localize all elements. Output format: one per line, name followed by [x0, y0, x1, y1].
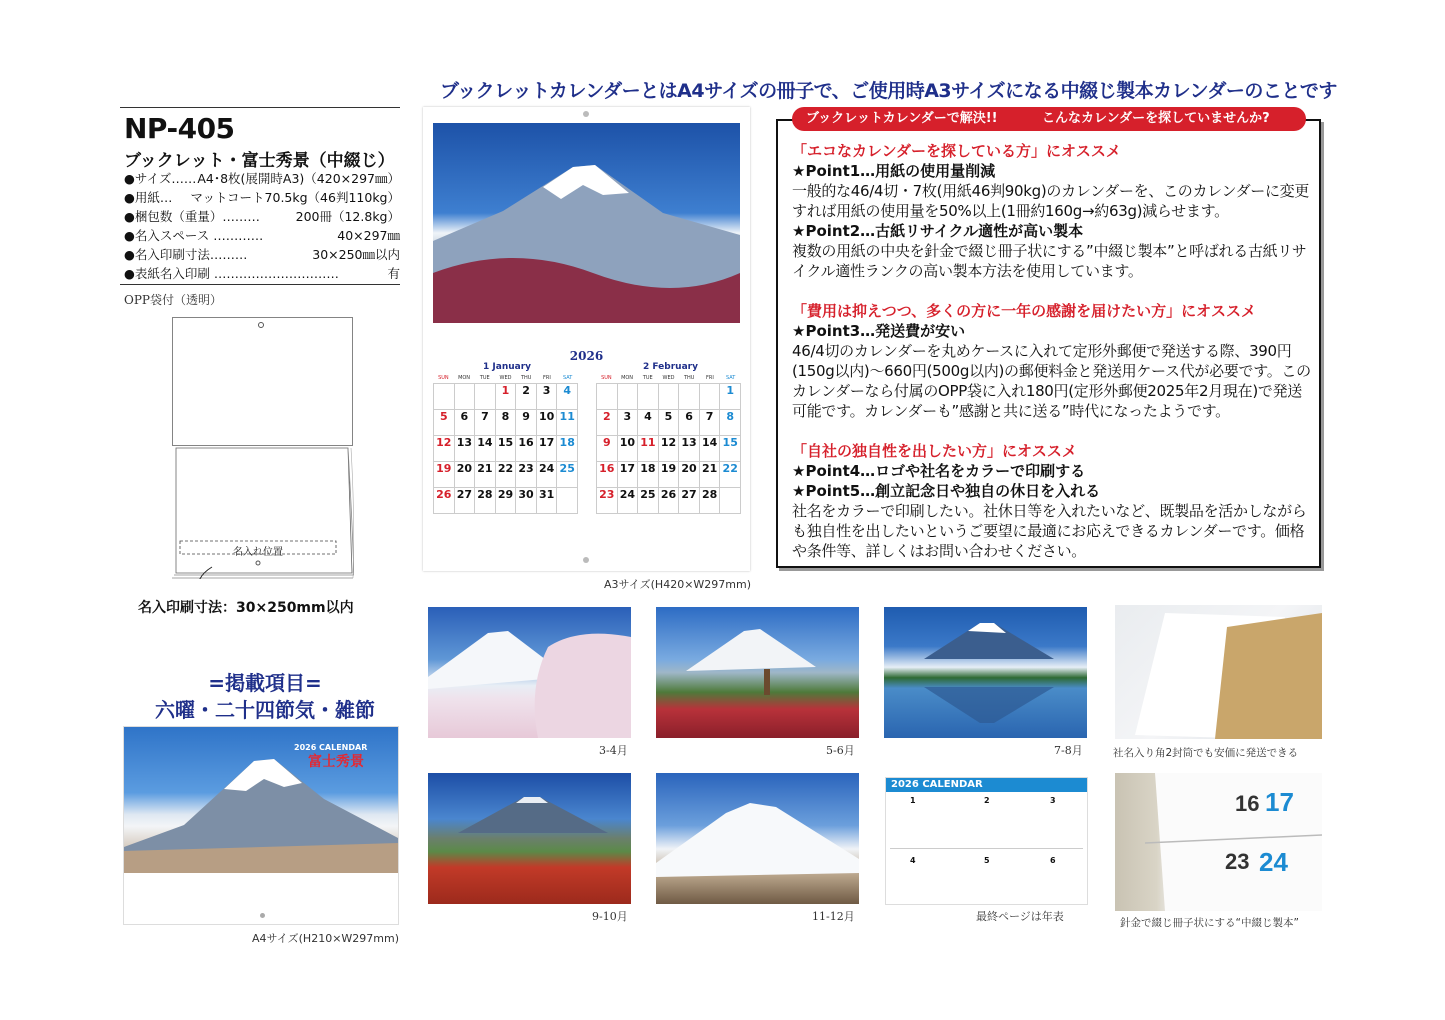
items-heading: =掲載項目=	[208, 671, 322, 695]
pill-left-text: ブックレットカレンダーで解決!!	[806, 111, 998, 126]
day-cell: 27	[455, 488, 476, 514]
photo-may-jun	[656, 607, 859, 738]
items-block	[120, 670, 410, 724]
weekday-label: SAT	[725, 375, 736, 381]
month-grid-jan	[433, 375, 578, 514]
weekday-label: THU	[520, 375, 532, 381]
day-cell: 20	[455, 462, 476, 488]
spec-value: 200冊（12.8kg）	[295, 209, 400, 224]
photo-nov-dec	[656, 773, 859, 904]
day-cell: 25	[557, 462, 578, 488]
day-cell: 2	[597, 410, 618, 436]
mini-month-grids	[886, 778, 1088, 905]
day-cell	[475, 384, 496, 410]
point-title: ★Point1…用紙の使用量削減	[792, 162, 996, 180]
spec-row-packing	[124, 207, 400, 226]
day-cell: 9	[597, 436, 618, 462]
day-cell: 29	[496, 488, 517, 514]
year-calendar-thumbnail	[885, 777, 1088, 905]
mini-month-number: 1	[910, 796, 916, 805]
day-cell: 22	[496, 462, 517, 488]
spec-row-name-space	[124, 226, 400, 245]
product-model: NP-405	[124, 112, 235, 145]
caption-jul-aug: 7-8月	[1054, 744, 1083, 757]
day-cell: 14	[475, 436, 496, 462]
weekday-label: SUN	[601, 375, 612, 381]
caption-mar-apr: 3-4月	[599, 744, 628, 757]
day-cell	[720, 488, 741, 514]
page-headline: ブックレットカレンダーとはA4サイズの冊子で、ご使用時A3サイズになる中綴じ製本カレンダーのことです	[440, 80, 1337, 102]
a4-caption: A4サイズ(H210×W297mm)	[252, 932, 400, 945]
day-cell: 26	[659, 488, 680, 514]
day-cell	[557, 488, 578, 514]
spec-value: A4･8枚(展開時A3)（420×297㎜）	[197, 171, 400, 186]
weekday-label: TUE	[479, 375, 490, 381]
day-cell: 20	[679, 462, 700, 488]
day-cell: 13	[679, 436, 700, 462]
items-list: 六曜・二十四節気・雑節	[155, 698, 375, 722]
day-cell: 7	[700, 410, 721, 436]
weekday-label: MON	[458, 375, 471, 381]
day-cell: 17	[537, 436, 558, 462]
svg-text:23: 23	[1225, 849, 1250, 874]
mountain-illustration	[433, 123, 740, 323]
weekday-label: WED	[662, 375, 675, 381]
photo-sep-oct	[428, 773, 631, 904]
svg-text:17: 17	[1265, 787, 1294, 817]
mini-month-number: 3	[1050, 796, 1056, 805]
day-cell: 17	[618, 462, 639, 488]
solution-pill	[792, 107, 1306, 131]
year-calendar-header: 2026 CALENDAR	[886, 778, 1087, 792]
day-cell: 27	[679, 488, 700, 514]
day-cell: 11	[557, 410, 578, 436]
day-cell: 4	[638, 410, 659, 436]
spec-label: ●用紙…	[124, 190, 173, 205]
day-cell: 8	[720, 410, 741, 436]
photo-mar-apr	[428, 607, 631, 738]
divider	[120, 284, 400, 285]
day-cell: 16	[516, 436, 537, 462]
day-cell: 6	[679, 410, 700, 436]
day-cell: 13	[455, 436, 476, 462]
weekday-label: MON	[621, 375, 634, 381]
hole-dot	[583, 111, 589, 117]
svg-text:16: 16	[1235, 791, 1260, 816]
spec-label: ●名入印刷寸法………	[124, 247, 248, 262]
day-cell	[434, 384, 455, 410]
day-cell: 24	[618, 488, 639, 514]
section-heading: 「費用は抑えつつ、多くの方に一年の感謝を届けたい方」にオススメ	[792, 302, 1256, 320]
cover-title: 富士秀景	[308, 754, 364, 770]
day-cell: 19	[434, 462, 455, 488]
envelope-photo	[1115, 605, 1322, 739]
day-cell: 21	[475, 462, 496, 488]
day-grid	[596, 383, 741, 514]
envelope-caption: 社名入り角2封筒でも安価に発送できる	[1113, 747, 1299, 759]
day-cell: 2	[516, 384, 537, 410]
weekday-label: FRI	[543, 375, 551, 381]
point-title: ★Point2…古紙リサイクル適性が高い製本	[792, 222, 1084, 240]
a3-caption: A3サイズ(H420×W297mm)	[604, 578, 752, 591]
day-cell: 31	[537, 488, 558, 514]
svg-text:24: 24	[1259, 847, 1288, 877]
day-cell: 22	[720, 462, 741, 488]
day-cell: 4	[557, 384, 578, 410]
hole-dot	[583, 557, 589, 563]
spec-label: ●名入スペース …………	[124, 228, 264, 243]
day-cell	[618, 384, 639, 410]
day-cell: 1	[720, 384, 741, 410]
spec-label: ●サイズ……	[124, 171, 197, 186]
weekday-label: SAT	[562, 375, 573, 381]
section-originality	[792, 441, 1312, 561]
mini-month-number: 2	[984, 796, 990, 805]
day-cell: 3	[537, 384, 558, 410]
day-cell: 25	[638, 488, 659, 514]
weekday-label: THU	[683, 375, 695, 381]
weekday-label: SUN	[438, 375, 449, 381]
day-cell: 5	[659, 410, 680, 436]
spec-row-cover-print	[124, 264, 400, 283]
day-cell	[638, 384, 659, 410]
point-text: 46/4切のカレンダーを丸めケースに入れて定形外郵便で発送する際、390円(150g以内)〜660円(500g以内)の郵便料金と発送用ケース代が必要です。このカレンダーなら付属のOPP袋に入れ180円(定形外郵便2025年2月現在)で発送可能です。カレンダーも”感謝と共に送る”時代になったようです。	[792, 342, 1311, 420]
spec-row-size	[124, 169, 400, 188]
weekday-header	[433, 375, 578, 383]
hole-dot	[260, 913, 265, 918]
spec-label: ●梱包数（重量）………	[124, 209, 260, 224]
day-cell: 8	[496, 410, 517, 436]
day-cell: 23	[597, 488, 618, 514]
day-cell: 10	[537, 410, 558, 436]
weekday-label: WED	[499, 375, 512, 381]
day-cell: 18	[557, 436, 578, 462]
day-cell: 3	[618, 410, 639, 436]
section-heading: 「自社の独自性を出したい方」にオススメ	[792, 442, 1077, 460]
day-cell: 12	[434, 436, 455, 462]
spec-row-paper	[124, 188, 400, 207]
mini-month-number: 6	[1050, 856, 1056, 865]
spec-row-print-size	[124, 245, 400, 264]
spec-value: 30×250㎜以内	[312, 247, 400, 262]
a3-photo	[433, 123, 740, 323]
month-label-jan: 1 January	[483, 362, 532, 372]
day-cell: 15	[720, 436, 741, 462]
day-cell: 21	[700, 462, 721, 488]
wall-calendar-drawing	[172, 317, 354, 579]
spec-value: マットコート70.5kg（46判110kg）	[190, 190, 400, 205]
day-cell: 14	[700, 436, 721, 462]
day-cell: 15	[496, 436, 517, 462]
product-name: ブックレット・富士秀景（中綴じ）	[124, 151, 395, 171]
point-text: 社名をカラーで印刷したい。社休日等を入れたいなど、既製品を活かしながらも独自性を出したいというご要望に最適にお応えできるカレンダーです。価格や条件等、詳しくはお問い合わせください。	[792, 502, 1307, 560]
caption-sep-oct: 9-10月	[592, 910, 628, 923]
day-cell: 24	[537, 462, 558, 488]
info-box	[776, 119, 1321, 568]
cover-calendar-label: 2026 CALENDAR	[294, 743, 368, 752]
binding-caption: 針金で綴じ冊子状にする“中綴じ製本”	[1120, 917, 1299, 929]
a4-cover-image	[123, 726, 399, 925]
point-text: 一般的な46/4切・7枚(用紙46判90kg)のカレンダーを、このカレンダーに変更すれば用紙の使用量を50%以上(1冊約160g→約63g)減らせます。	[792, 182, 1310, 220]
day-cell: 19	[659, 462, 680, 488]
spec-list	[124, 169, 400, 283]
day-cell: 12	[659, 436, 680, 462]
name-print-note: 名入印刷寸法：30×250mm以内	[138, 600, 354, 616]
year-calendar-caption: 最終ページは年表	[976, 910, 1064, 923]
day-cell: 11	[638, 436, 659, 462]
section-heading: 「エコなカレンダーを探している方」にオススメ	[792, 142, 1121, 160]
day-cell: 28	[475, 488, 496, 514]
mini-month-number: 4	[910, 856, 916, 865]
mini-month-number: 5	[984, 856, 990, 865]
photo-jul-aug	[884, 607, 1087, 738]
day-cell	[597, 384, 618, 410]
month-grid-feb	[596, 375, 741, 514]
weekday-label: TUE	[642, 375, 653, 381]
day-cell	[679, 384, 700, 410]
point-text: 複数の用紙の中央を針金で綴じ冊子状にする”中綴じ製本”と呼ばれる古紙リサイクル適性ランクの高い製本方法を使用しています。	[792, 242, 1307, 280]
day-grid	[433, 383, 578, 514]
divider	[120, 107, 400, 108]
spec-value: 40×297㎜	[337, 228, 400, 243]
caption-nov-dec: 11-12月	[812, 910, 855, 923]
a3-year: 2026	[569, 349, 604, 363]
month-label-feb: 2 February	[643, 362, 698, 372]
a3-calendar-page	[423, 107, 750, 571]
binding-photo	[1115, 773, 1322, 911]
day-cell: 10	[618, 436, 639, 462]
day-cell: 23	[516, 462, 537, 488]
weekday-label: FRI	[706, 375, 714, 381]
weekday-header	[596, 375, 741, 383]
spec-label: ●表紙名入印刷 …………………………	[124, 266, 339, 281]
point-title: ★Point5…創立記念日や独自の休日を入れる	[792, 482, 1101, 500]
day-cell: 18	[638, 462, 659, 488]
day-cell: 16	[597, 462, 618, 488]
day-cell	[700, 384, 721, 410]
day-cell: 7	[475, 410, 496, 436]
pill-right-text: こんなカレンダーを探していませんか?	[1042, 111, 1270, 126]
section-eco	[792, 141, 1312, 281]
day-cell	[455, 384, 476, 410]
opp-note: OPP袋付（透明）	[124, 293, 222, 307]
point-title: ★Point4…ロゴや社名をカラーで印刷する	[792, 462, 1086, 480]
day-cell: 26	[434, 488, 455, 514]
day-cell: 6	[455, 410, 476, 436]
day-cell: 1	[496, 384, 517, 410]
day-cell: 9	[516, 410, 537, 436]
day-cell	[659, 384, 680, 410]
day-cell: 30	[516, 488, 537, 514]
caption-may-jun: 5-6月	[826, 744, 855, 757]
day-cell: 5	[434, 410, 455, 436]
name-position-label: 名入れ位置	[233, 547, 283, 558]
day-cell: 28	[700, 488, 721, 514]
section-cost	[792, 301, 1312, 421]
spec-value: 有	[387, 266, 400, 281]
point-title: ★Point3…発送費が安い	[792, 322, 966, 340]
